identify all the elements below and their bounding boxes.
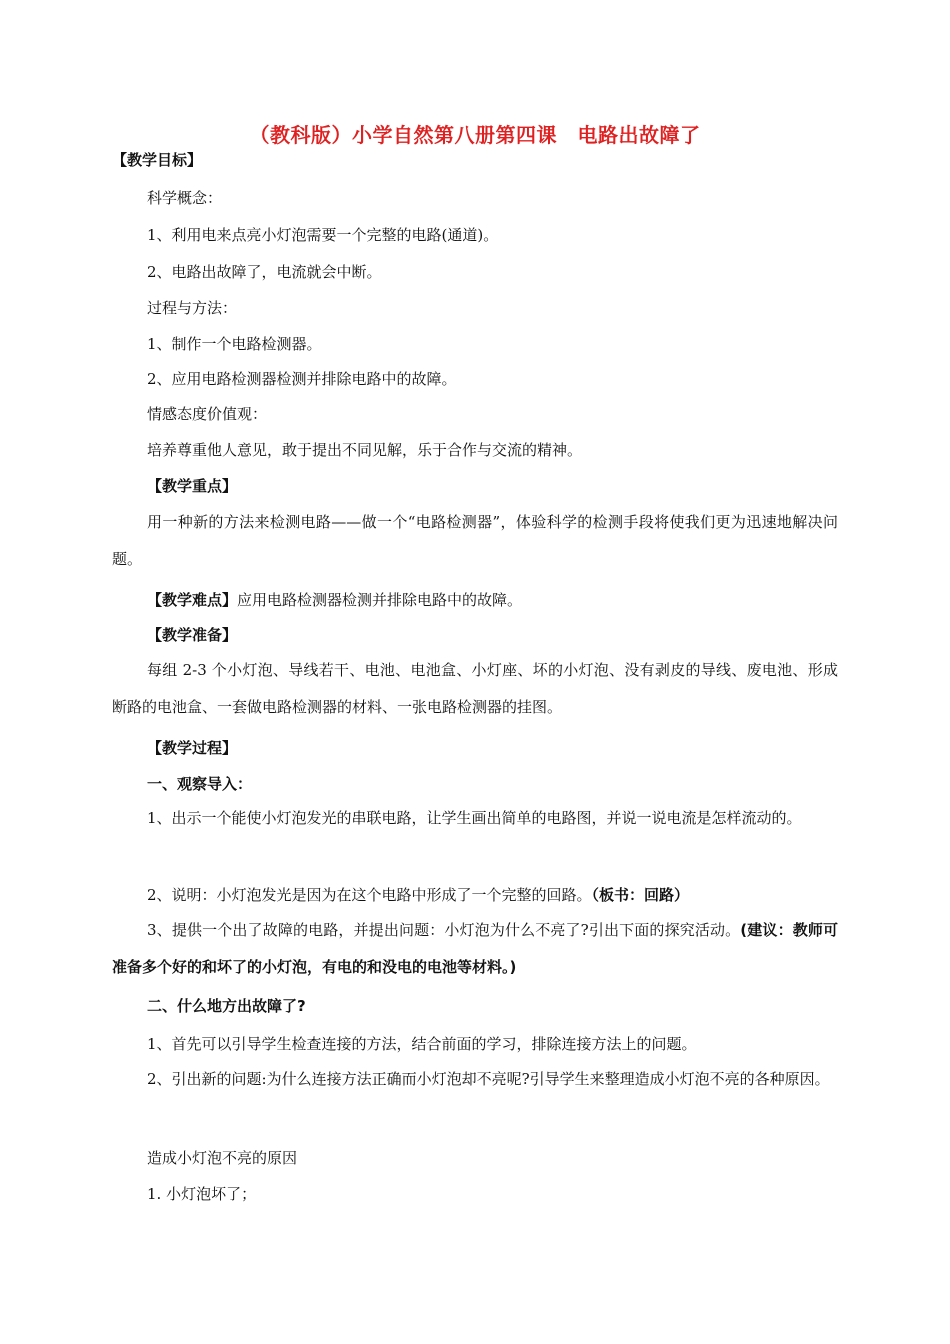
fault-step-1: 1、首先可以引导学生检查连接的方法，结合前面的学习，排除连接方法上的问题。 [147,1035,697,1053]
fault-step-2: 2、引出新的问题:为什么连接方法正确而小灯泡却不亮呢?引导学生来整理造成小灯泡不亮的各种原因。 [147,1070,830,1088]
attitude-label: 情感态度价值观： [147,405,268,423]
process-step-1: 1、出示一个能使小灯泡发光的串联电路，让学生画出简单的电路图，并说一说电流是怎样流动的。 [147,809,802,827]
preparation-text: 每组 2-3 个小灯泡、导线若干、电池、电池盒、小灯座、坏的小灯泡、没有剥皮的导线、废电池、形成断路的电池盒、一套做电路检测器的材料、一张电路检测器的挂图。 [112,661,838,716]
process-method-item-1: 1、制作一个电路检测器。 [147,335,322,353]
key-point-heading: 【教学重点】 [147,477,238,495]
key-point-text: 用一种新的方法来检测电路——做一个“电路检测器”，体验科学的检测手段将使我们更为迅速地解决问题。 [112,513,838,568]
process-step-3-text: 3、提供一个出了故障的电路，并提出问题：小灯泡为什么不亮了?引出下面的探究活动。 [147,921,741,939]
preparation-heading: 【教学准备】 [147,626,238,644]
teaching-process-heading: 【教学过程】 [147,739,238,757]
process-step-2 [112,885,873,905]
part-2-heading: 二、什么地方出故障了? [147,997,306,1015]
blackboard-note: （板书：回路） [591,886,690,904]
process-method-item-2: 2、应用电路检测器检测并排除电路中的故障。 [147,370,457,388]
reason-item-1: 1. 小灯泡坏了； [147,1185,257,1203]
teaching-goals-heading: 【教学目标】 [112,151,203,169]
part-1-heading: 一、观察导入： [147,775,253,793]
attitude-text: 培养尊重他人意见，敢于提出不同见解，乐于合作与交流的精神。 [147,441,583,459]
process-step-2-text: 2、说明：小灯泡发光是因为在这个电路中形成了一个完整的回路。 [147,886,592,904]
document-title: （教科版）小学自然第八册第四课 电路出故障了 [249,123,701,147]
concept-item-1: 1、利用电来点亮小灯泡需要一个完整的电路(通道)。 [147,226,499,244]
concept-item-2: 2、电路出故障了，电流就会中断。 [147,263,382,281]
teacher-suggestion: (建议：教师可准备多个好的和坏了的小灯泡，有电的和没电的电池等材料。) [112,921,839,976]
difficulty-text: 应用电路检测器检测并排除电路中的故障。 [237,591,523,609]
difficulty-heading: 【教学难点】 [147,591,238,609]
concept-label: 科学概念： [147,189,223,207]
process-method-label: 过程与方法： [147,299,238,317]
reasons-label: 造成小灯泡不亮的原因 [147,1149,298,1167]
process-step-3 [112,912,838,986]
difficulty-line [112,590,873,610]
